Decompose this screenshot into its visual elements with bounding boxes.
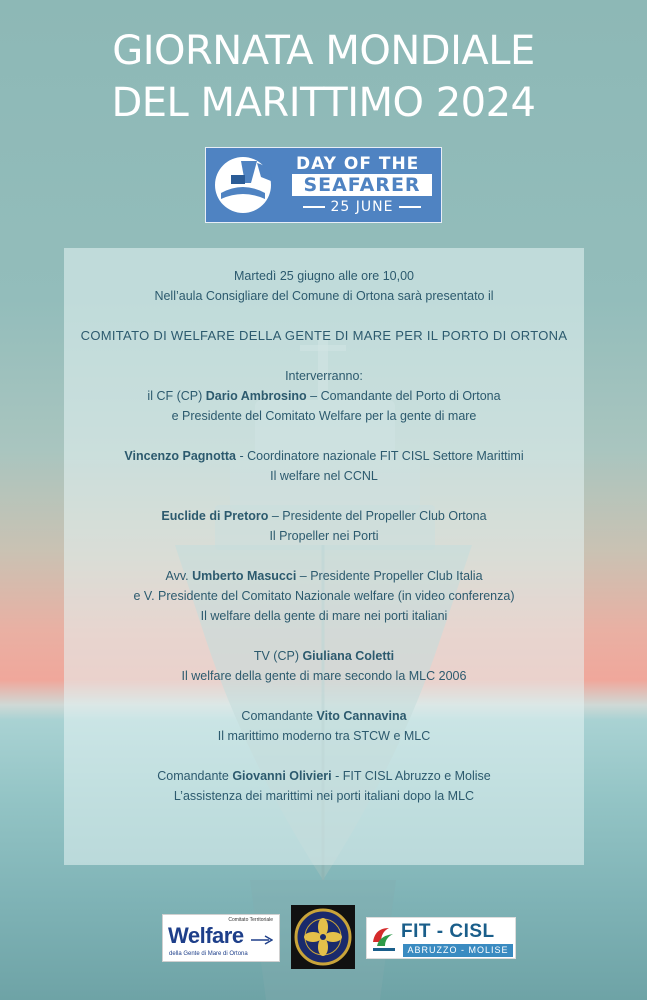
speaker-7-line2: L’assistenza dei marittimi nei porti italiani dopo la MLC [173,789,475,803]
speaker-6-line2: Il marittimo moderno tra STCW e MLC [217,729,431,743]
speaker-3-line2: Il Propeller nei Porti [269,529,379,543]
seafarer-logo-date: 25 JUNE [292,199,432,215]
seafarer-logo-line1: DAY OF THE [296,154,420,174]
speaker-3-role: – Presidente del Propeller Club Ortona [268,509,487,523]
speaker-4-name: Umberto Masucci [192,569,297,583]
event-location: Nell’aula Consigliare del Comune di Ortona sarà presentato il [154,289,494,303]
seafarer-logo-line2: SEAFARER [292,174,432,196]
speaker-5-prefix: TV (CP) [253,649,303,663]
fit-cisl-region: ABRUZZO - MOLISE [403,944,513,957]
speaker-4-line2: e V. Presidente del Comitato Nazionale welfare (in video conferenza) [133,589,515,603]
event-date-time: Martedì 25 giugno alle ore 10,00 [234,269,414,283]
seafarer-emblem-icon [211,153,281,217]
speaker-7-line1 [64,766,584,786]
speaker-2-line1 [64,446,584,466]
speaker-3-name: Euclide di Pretoro [161,509,269,523]
day-of-the-seafarer-logo [205,147,442,223]
poster-title-line1: GIORNATA MONDIALE [112,28,535,74]
welfare-logo-sub: della Gente di Mare di Ortona [169,951,248,957]
speaker-1-line2: e Presidente del Comitato Welfare per la gente di mare [171,409,477,423]
speaker-1-role: – Comandante del Porto di Ortona [306,389,501,403]
speaker-7-role: - FIT CISL Abruzzo e Molise [331,769,491,783]
event-heading: COMITATO DI WELFARE DELLA GENTE DI MARE PER IL PORTO DI ORTONA [80,328,568,343]
welfare-committee-logo [162,914,280,962]
arrow-right-icon [251,935,273,945]
welfare-logo-word: Welfare [168,923,244,948]
speaker-1-prefix: il CF (CP) [147,389,206,403]
propeller-club-icon [291,905,355,969]
speaker-1-name: Dario Ambrosino [205,389,307,403]
speaker-1-line1 [64,386,584,406]
poster-title-line2: DEL MARITTIMO 2024 [111,80,536,126]
speaker-6-name: Vito Cannavina [316,709,407,723]
cisl-mark-icon [371,924,397,952]
sponsor-logos [0,905,647,975]
speaker-7-prefix: Comandante [157,769,233,783]
welfare-logo-small: Comitato Territoriale [228,917,273,923]
speaker-4-line3: Il welfare della gente di mare nei porti italiani [200,609,448,623]
speaker-5-line1 [64,646,584,666]
fit-cisl-word: FIT - CISL [401,921,495,942]
speaker-2-role: - Coordinatore nazionale FIT CISL Settore Marittimi [235,449,524,463]
speaker-4-line1 [64,566,584,586]
speaker-5-name: Giuliana Coletti [302,649,395,663]
speaker-6-prefix: Comandante [241,709,317,723]
speaker-7-name: Giovanni Olivieri [232,769,332,783]
propeller-club-logo [291,905,355,969]
program-text [64,266,584,806]
speaker-2-name: Vincenzo Pagnotta [124,449,236,463]
speakers-intro: Interverranno: [285,369,363,383]
speaker-4-role: – Presidente Propeller Club Italia [296,569,483,583]
speaker-6-line1 [64,706,584,726]
speaker-5-line2: Il welfare della gente di mare secondo la MLC 2006 [181,669,467,683]
speaker-3-line1 [64,506,584,526]
speaker-4-prefix: Avv. [165,569,193,583]
fit-cisl-logo [366,917,516,959]
speaker-2-line2: Il welfare nel CCNL [270,469,378,483]
